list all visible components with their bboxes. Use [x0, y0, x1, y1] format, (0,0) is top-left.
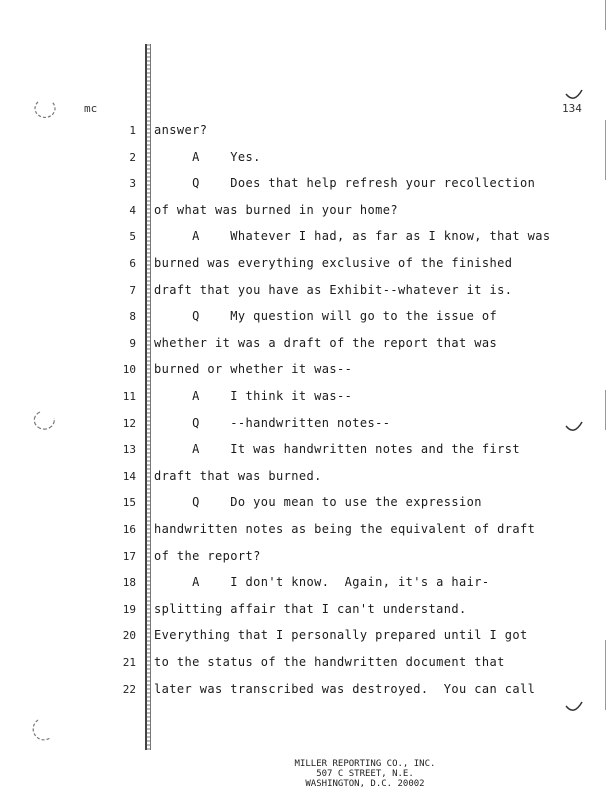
- line-number: 22: [122, 683, 136, 696]
- edge-artifact: [605, 640, 606, 710]
- curve-mark-icon: [564, 88, 584, 102]
- line-text: splitting affair that I can't understand.: [154, 602, 467, 616]
- line-text: A Yes.: [154, 150, 261, 164]
- curve-mark-icon: [564, 420, 584, 434]
- edge-artifact: [605, 390, 606, 430]
- line-number: 2: [129, 151, 136, 164]
- curve-mark-icon: [564, 700, 584, 714]
- line-number: 14: [122, 470, 136, 483]
- binder-hole-icon: [30, 96, 60, 122]
- line-text: A It was handwritten notes and the first: [154, 442, 520, 456]
- binder-hole-icon: [30, 716, 60, 742]
- binder-hole-icon: [30, 408, 60, 434]
- page-number: 134: [562, 102, 582, 115]
- reporter-initials: mc: [84, 102, 98, 115]
- edge-artifact: [605, 0, 606, 30]
- line-text: Everything that I personally prepared until I got: [154, 628, 528, 642]
- line-text: burned was everything exclusive of the finished: [154, 256, 513, 270]
- line-text: of what was burned in your home?: [154, 203, 398, 217]
- line-text: answer?: [154, 123, 208, 137]
- line-number: 12: [122, 417, 136, 430]
- line-text: to the status of the handwritten document that: [154, 655, 505, 669]
- line-text: Q --handwritten notes--: [154, 416, 391, 430]
- line-number: 13: [122, 443, 136, 456]
- line-text: burned or whether it was--: [154, 362, 353, 376]
- line-number: 1: [129, 124, 136, 137]
- line-number: 10: [122, 363, 136, 376]
- line-text: A I think it was--: [154, 389, 353, 403]
- line-text: A I don't know. Again, it's a hair-: [154, 575, 490, 589]
- line-text: Q Does that help refresh your recollection: [154, 176, 536, 190]
- line-number: 19: [122, 603, 136, 616]
- line-text: draft that you have as Exhibit--whatever it is.: [154, 283, 513, 297]
- line-number: 20: [122, 629, 136, 642]
- line-number: 21: [122, 656, 136, 669]
- line-number: 16: [122, 523, 136, 536]
- line-text: later was transcribed was destroyed. You can call: [154, 682, 536, 696]
- line-text: whether it was a draft of the report that was: [154, 336, 498, 350]
- line-number: 11: [122, 390, 136, 403]
- line-text: handwritten notes as being the equivalent of draft: [154, 522, 536, 536]
- margin-rule: [150, 44, 151, 750]
- line-number: 5: [129, 230, 136, 243]
- line-number: 8: [129, 310, 136, 323]
- footer-city: WASHINGTON, D.C. 20002: [305, 779, 425, 789]
- line-number: 4: [129, 204, 136, 217]
- line-number: 9: [129, 337, 136, 350]
- line-number: 18: [122, 576, 136, 589]
- line-number: 6: [129, 257, 136, 270]
- line-number: 7: [129, 284, 136, 297]
- line-number: 15: [122, 496, 136, 509]
- line-text: draft that was burned.: [154, 469, 322, 483]
- line-text: Q Do you mean to use the expression: [154, 495, 482, 509]
- line-number: 3: [129, 177, 136, 190]
- footer-street: 507 C STREET, N.E.: [316, 769, 414, 779]
- line-text: A Whatever I had, as far as I know, that was: [154, 229, 551, 243]
- footer-company: MILLER REPORTING CO., INC.: [294, 759, 436, 769]
- line-text: Q My question will go to the issue of: [154, 309, 498, 323]
- line-number: 17: [122, 550, 136, 563]
- line-text: of the report?: [154, 549, 261, 563]
- edge-artifact: [605, 120, 606, 180]
